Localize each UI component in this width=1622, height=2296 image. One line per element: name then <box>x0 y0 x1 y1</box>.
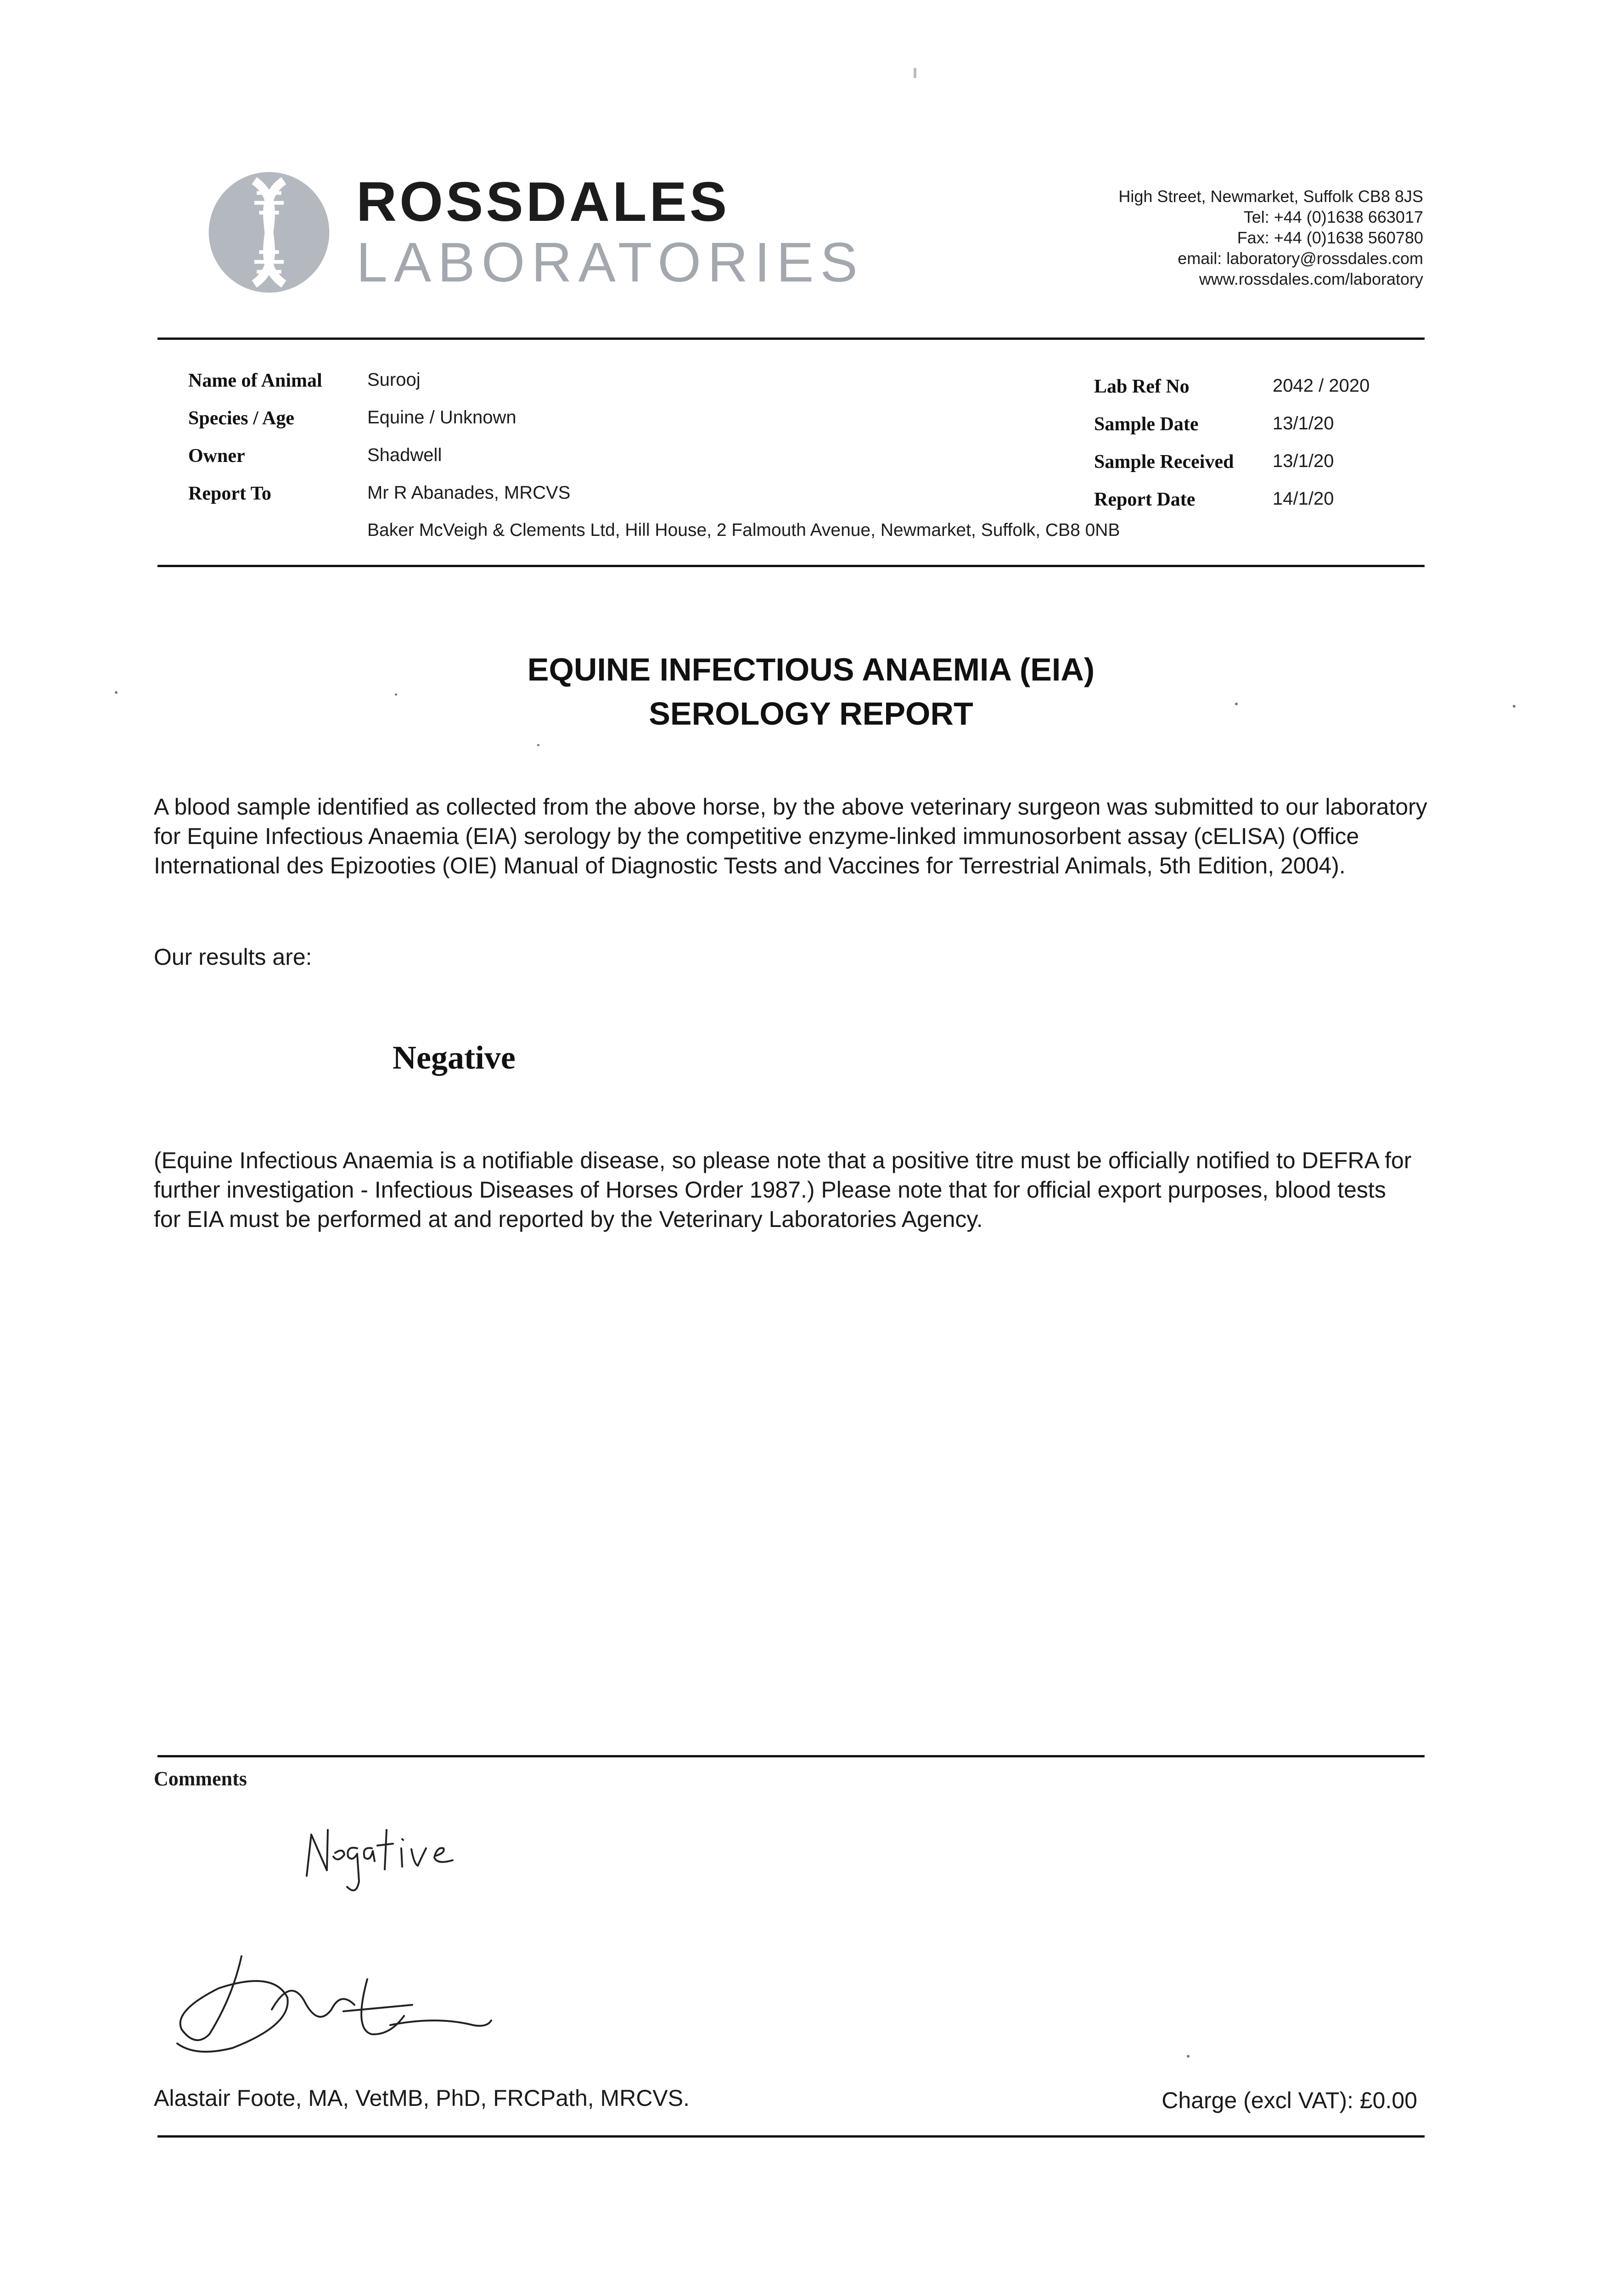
signature-image <box>152 1947 500 2066</box>
sample-date-label: Sample Date <box>1094 414 1199 435</box>
header-divider <box>157 338 1425 340</box>
report-title-line-1: EQUINE INFECTIOUS ANAEMIA (EIA) <box>527 652 1095 687</box>
test-result: Negative <box>393 1039 516 1076</box>
lab-ref-value: 2042 / 2020 <box>1273 376 1370 396</box>
contact-block <box>1118 186 1423 289</box>
species-age-label: Species / Age <box>188 408 294 429</box>
signatory-name: Alastair Foote, MA, VetMB, PhD, FRCPath, MRCVS. <box>154 2085 690 2111</box>
scan-speck <box>115 691 118 694</box>
owner-label: Owner <box>188 445 245 467</box>
report-to-label: Report To <box>188 483 271 504</box>
contact-website: www.rossdales.com/laboratory <box>1199 270 1423 288</box>
scan-speck <box>1235 703 1238 705</box>
report-title-line-2: SEROLOGY REPORT <box>649 696 973 732</box>
details-divider <box>157 565 1425 567</box>
report-title <box>0 647 1622 736</box>
report-to-value: Mr R Abanades, MRCVS <box>367 483 571 503</box>
contact-fax: Fax: +44 (0)1638 560780 <box>1237 228 1423 247</box>
intro-paragraph: A blood sample identified as collected from the above horse, by the above veterinary surgeon was submitted to our laboratory for Equine Infectious Anaemia (EIA) serology by the competitive enzyme-linked immunosorbent assay (cELISA) (Office International des Epizooties (OIE) Manual of Diagnostic Tests and Vaccines for Terrestrial Animals, 5th Edition, 2004). <box>154 794 1427 878</box>
report-date-value: 14/1/20 <box>1273 489 1334 509</box>
sample-date-value: 13/1/20 <box>1273 413 1334 433</box>
name-of-animal-label: Name of Animal <box>188 370 322 391</box>
notifiable-disease-note: (Equine Infectious Anaemia is a notifiable disease, so please note that a positive titre must be officially notified to DEFRA for further investigation - Infectious Diseases of Horses Order 1987.) Please note that for official export purposes, blood tests for EIA must be performed at and reported by the Veterinary Laboratories Agency. <box>154 1148 1412 1232</box>
contact-email: email: laboratory@rossdales.com <box>1178 249 1423 268</box>
report-to-address: Baker McVeigh & Clements Ltd, Hill House, 2 Falmouth Avenue, Newmarket, Suffolk, CB8 0NB <box>367 520 1120 540</box>
sample-received-label: Sample Received <box>1094 451 1234 473</box>
contact-tel: Tel: +44 (0)1638 663017 <box>1243 208 1423 226</box>
scan-speck <box>1513 705 1515 708</box>
handwritten-negative-annotation <box>298 1816 473 1903</box>
species-age-value: Equine / Unknown <box>367 407 516 428</box>
brand-subtitle: LABORATORIES <box>356 231 864 293</box>
scan-speck <box>395 693 397 696</box>
owner-value: Shadwell <box>367 445 442 465</box>
scan-speck <box>537 744 539 746</box>
name-of-animal-value: Surooj <box>367 370 421 390</box>
scan-speck <box>1187 2055 1190 2058</box>
brand-name: ROSSDALES <box>356 170 730 233</box>
contact-address: High Street, Newmarket, Suffolk CB8 8JS <box>1118 187 1423 206</box>
sample-received-value: 13/1/20 <box>1273 451 1334 471</box>
footer-divider <box>157 2135 1425 2138</box>
scan-speck <box>914 68 916 78</box>
report-date-label: Report Date <box>1094 489 1195 510</box>
rossdales-dna-logo-icon <box>208 171 331 294</box>
lab-ref-label: Lab Ref No <box>1094 376 1190 397</box>
results-label: Our results are: <box>154 944 312 970</box>
comments-divider <box>157 1755 1425 1757</box>
charge-amount: Charge (excl VAT): £0.00 <box>1162 2088 1417 2113</box>
comments-label: Comments <box>154 1767 247 1790</box>
